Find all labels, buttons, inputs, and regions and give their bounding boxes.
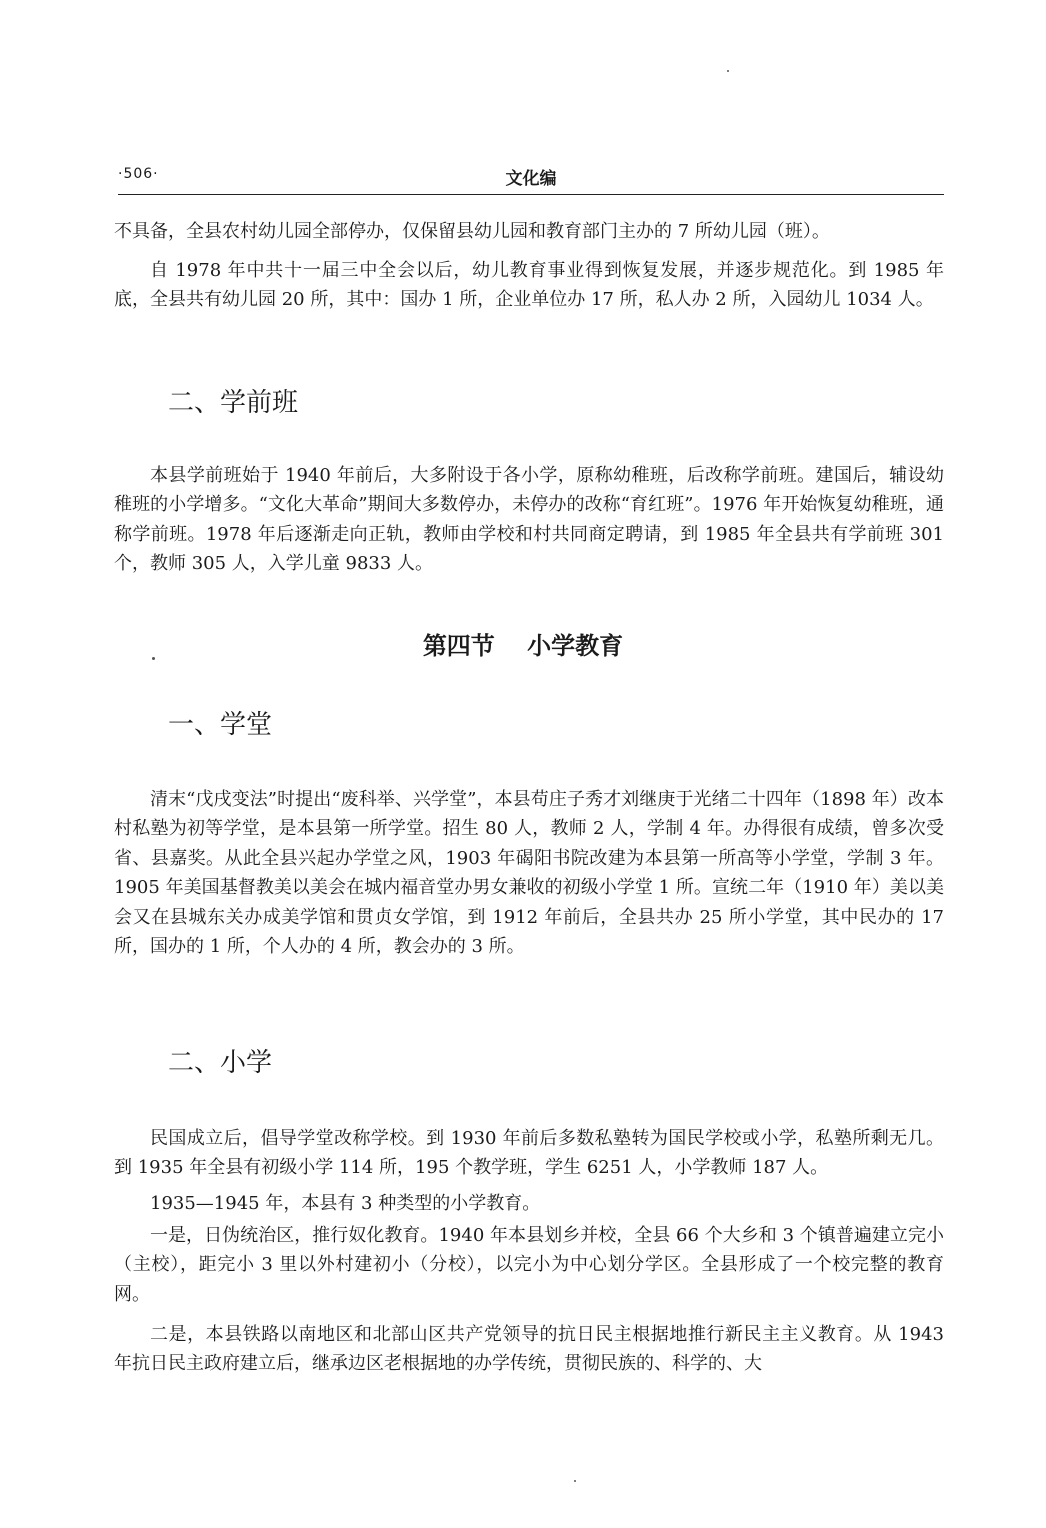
scan-speck [152,657,155,660]
page-number: ·506· [118,166,159,182]
paragraph-6: 1935—1945 年，本县有 3 种类型的小学教育。 [150,1193,541,1214]
paragraph-3: 本县学前班始于 1940 年前后，大多附设于各小学，原称幼稚班，后改称学前班。建国后，辅设幼稚班的小学增多。“文化大革命”期间大多数停办，未停办的改称“育红班”。1976 年开始恢复幼稚班，通称学前班。1978 年后逐渐走向正轨，教师由学校和村共同商定聘请，到 1985 年全县共有学前班 301 个，教师 305 人，入学儿童 9833 人。 [114,465,944,575]
section-title: 第四节 小学教育 [422,632,624,660]
paragraph-2: 自 1978 年中共十一届三中全会以后，幼儿教育事业得到恢复发展，并逐步规范化。到 1985 年底，全县共有幼儿园 20 所，其中：国办 1 所，企业单位办 17 所，私人办 2 所，入园幼儿 1034 人。 [114,260,944,311]
heading-xuetang: 一、学堂 [168,710,273,740]
scan-speck [727,70,729,72]
heading-preschool-class: 二、学前班 [168,388,299,418]
paragraph-5: 民国成立后，倡导学堂改称学校。到 1930 年前后多数私塾转为国民学校或小学，私塾所剩无几。到 1935 年全县有初级小学 114 所，195 个教学班，学生 6251 人，小学教师 187 人。 [114,1128,944,1179]
paragraph-8: 二是，本县铁路以南地区和北部山区共产党领导的抗日民主根据地推行新民主主义教育。从 1943 年抗日民主政府建立后，继承边区老根据地的办学传统，贯彻民族的、科学的、大 [114,1324,944,1375]
heading-primary-school: 二、小学 [168,1048,273,1078]
paragraph-1: 不具备，全县农村幼儿园全部停办，仅保留县幼儿园和教育部门主办的 7 所幼儿园（班）。 [114,221,830,242]
page-header [118,166,944,192]
paragraph-4: 清末“戊戌变法”时提出“废科举、兴学堂”，本县苟庄子秀才刘继庚于光绪二十四年（1898 年）改本村私塾为初等学堂，是本县第一所学堂。招生 80 人，教师 2 人，学制 4 年。办得很有成绩，曾多次受省、县嘉奖。从此全县兴起办学堂之风，1903 年碣阳书院改建为本县第一所高等小学堂，学制 3 年。1905 年美国基督教美以美会在城内福音堂办男女兼收的初级小学堂 1 所。宣统二年（1910 年）美以美会又在县城东关办成美学馆和贯贞女学馆，到 1912 年前后，全县共办 25 所小学堂，其中民办的 17 所，国办的 1 所，个人办的 4 所，教会办的 3 所。 [114,789,944,958]
running-head: 文化编 [505,169,557,189]
paragraph-7: 一是，日伪统治区，推行奴化教育。1940 年本县划乡并校，全县 66 个大乡和 3 个镇普遍建立完小（主校），距完小 3 里以外村建初小（分校），以完小为中心划分学区。全县形成了一个校完整的教育网。 [114,1225,944,1305]
scan-speck [574,1480,576,1482]
header-rule [118,194,944,195]
